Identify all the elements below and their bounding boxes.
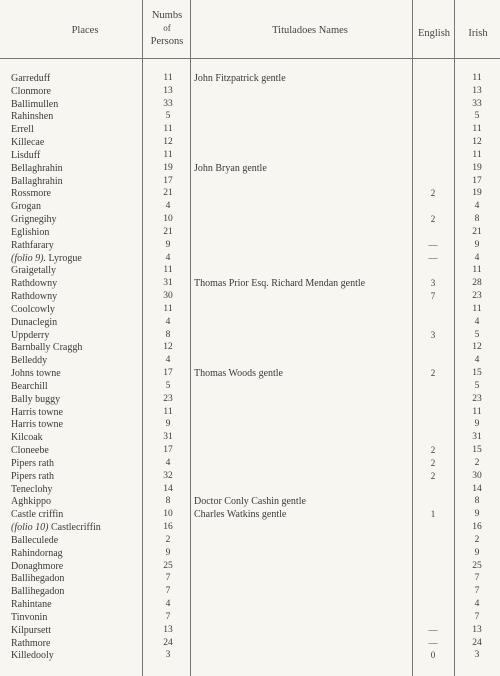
table-row <box>0 201 500 212</box>
place-name: Rahindornag <box>11 547 63 559</box>
table-row <box>0 176 500 187</box>
place-name: Rahinshen <box>11 111 54 123</box>
english-count: 3 <box>430 329 436 340</box>
irish-count: 8 <box>474 496 480 507</box>
irish-count: 9 <box>474 547 480 558</box>
english-count: 2 <box>430 457 436 468</box>
persons-count: 11 <box>163 149 173 160</box>
irish-count: 11 <box>472 149 482 160</box>
english-count: — <box>428 252 438 263</box>
english-count: 7 <box>430 291 436 302</box>
persons-count: 13 <box>163 85 173 96</box>
table-row <box>0 612 500 623</box>
english-count: 2 <box>430 368 436 379</box>
persons-count: 4 <box>165 252 171 263</box>
table-row <box>0 496 500 507</box>
persons-count: 8 <box>165 329 171 340</box>
persons-count: 5 <box>165 380 171 391</box>
place-name: Uppderry <box>11 329 50 341</box>
irish-count: 16 <box>472 522 482 533</box>
table-row <box>0 407 500 418</box>
place-name <box>11 522 141 533</box>
irish-count: 4 <box>474 316 480 327</box>
table-row <box>0 599 500 610</box>
persons-count: 17 <box>163 368 173 379</box>
irish-count: 19 <box>472 162 482 173</box>
irish-count: 12 <box>472 342 482 353</box>
table-row <box>0 86 500 97</box>
persons-count: 9 <box>165 239 171 250</box>
persons-count: 11 <box>163 265 173 276</box>
irish-count: 11 <box>472 303 482 314</box>
irish-count: 14 <box>472 483 482 494</box>
place-name: Ballaghrahin <box>11 175 63 187</box>
place-name: Killedooly <box>11 650 54 662</box>
place-name: Grogan <box>11 201 41 213</box>
irish-count: 23 <box>472 393 482 404</box>
place-name-text: Castlecriffin <box>48 522 101 534</box>
irish-count: 11 <box>472 265 482 276</box>
place-name: Coolcowly <box>11 303 55 315</box>
irish-count: 11 <box>472 406 482 417</box>
place-name: Aghkippo <box>11 496 51 508</box>
place-name: Pipers rath <box>11 457 55 469</box>
irish-count: 2 <box>474 534 480 545</box>
place-name: Kilpursett <box>11 624 51 636</box>
irish-count: 11 <box>472 73 482 83</box>
english-count: 2 <box>430 188 436 199</box>
persons-count: 12 <box>163 137 173 148</box>
persons-count: 11 <box>163 73 173 83</box>
irish-count: 4 <box>474 252 480 263</box>
place-name: Tinvonin <box>11 611 48 623</box>
table-row <box>0 150 500 161</box>
header-persons <box>144 9 190 48</box>
place-name: Belleddy <box>11 355 48 367</box>
table-row <box>0 73 500 84</box>
table-row <box>0 163 500 174</box>
table-row <box>0 548 500 559</box>
persons-count: 25 <box>163 560 173 571</box>
persons-count: 11 <box>163 406 173 417</box>
titulado-name: John Bryan gentle <box>194 162 267 174</box>
table-row <box>0 445 500 456</box>
irish-count: 4 <box>474 599 480 610</box>
persons-count: 14 <box>163 483 173 494</box>
place-name: Rathdowny <box>11 278 58 290</box>
persons-count: 4 <box>165 599 171 610</box>
persons-count: 30 <box>163 291 173 302</box>
place-name: Teneclohy <box>11 483 53 495</box>
irish-count: 12 <box>472 137 482 148</box>
persons-count: 17 <box>163 175 173 186</box>
english-count: 2 <box>430 445 436 456</box>
table-row <box>0 317 500 328</box>
place-name: Killecae <box>11 137 45 149</box>
header-names: Tituladoes Names <box>272 25 348 36</box>
persons-count: 4 <box>165 457 171 468</box>
persons-count: 4 <box>165 201 171 212</box>
place-name: Eglishion <box>11 226 50 238</box>
place-name: Harris towne <box>11 419 63 431</box>
english-count: 3 <box>430 278 436 289</box>
persons-count: 10 <box>163 509 173 520</box>
place-name: Johns towne <box>11 368 61 380</box>
persons-count: 9 <box>165 419 171 430</box>
table-row <box>0 291 500 302</box>
irish-count: 13 <box>472 85 482 96</box>
table-row <box>0 650 500 661</box>
titulado-name: Thomas Prior Esq. Richard Mendan gentle <box>194 278 366 290</box>
place-name: Pipers rath <box>11 470 55 482</box>
place-name: Lisduff <box>11 149 41 161</box>
place-name: Donaghmore <box>11 560 64 572</box>
irish-count: 5 <box>474 111 480 122</box>
table-row <box>0 342 500 353</box>
place-name: Clonmore <box>11 85 51 97</box>
irish-count: 30 <box>472 470 482 481</box>
table-row <box>0 124 500 135</box>
place-name: Rossmore <box>11 188 51 200</box>
titulado-name: John Fitzpatrick gentle <box>194 73 286 84</box>
table-row <box>0 522 500 533</box>
table-row <box>0 188 500 199</box>
place-name: Garreduff <box>11 73 51 84</box>
table-row <box>0 394 500 405</box>
persons-count: 19 <box>163 162 173 173</box>
irish-count: 15 <box>472 445 482 456</box>
place-name: Graigetally <box>11 265 56 277</box>
persons-count: 16 <box>163 522 173 533</box>
header-persons-line1: Numbs <box>151 10 183 21</box>
table-row <box>0 432 500 443</box>
place-name: Kilcoak <box>11 432 43 444</box>
persons-count: 12 <box>163 342 173 353</box>
table-row <box>0 419 500 430</box>
table-row <box>0 137 500 148</box>
place-name: Errell <box>11 124 34 136</box>
place-name: Rathdowny <box>11 291 58 303</box>
persons-count: 21 <box>163 188 173 199</box>
irish-count: 7 <box>474 586 480 597</box>
persons-count: 9 <box>165 547 171 558</box>
persons-count: 7 <box>165 611 171 622</box>
irish-count: 23 <box>472 291 482 302</box>
irish-count: 4 <box>474 201 480 212</box>
table-row <box>0 240 500 251</box>
irish-count: 8 <box>474 214 480 225</box>
table-row <box>0 355 500 366</box>
irish-count: 21 <box>472 226 482 237</box>
header-english: English <box>417 28 451 39</box>
english-count: — <box>428 624 438 635</box>
table-row <box>0 99 500 110</box>
english-count: 2 <box>430 470 436 481</box>
table-row <box>0 330 500 341</box>
irish-count: 33 <box>472 98 482 109</box>
persons-count: 8 <box>165 496 171 507</box>
table-row <box>0 573 500 584</box>
persons-count: 7 <box>165 586 171 597</box>
header-rule <box>0 58 500 59</box>
english-count: — <box>428 239 438 250</box>
table-row <box>0 625 500 636</box>
persons-count: 24 <box>163 637 173 648</box>
table-row <box>0 227 500 238</box>
persons-count: 7 <box>165 573 171 584</box>
table-row <box>0 484 500 495</box>
table-row <box>0 561 500 572</box>
irish-count: 15 <box>472 368 482 379</box>
irish-count: 3 <box>474 650 480 661</box>
english-count: — <box>428 637 438 648</box>
table-row <box>0 368 500 379</box>
english-count: 2 <box>430 214 436 225</box>
persons-count: 32 <box>163 470 173 481</box>
place-name: Bearchill <box>11 380 48 392</box>
irish-count: 9 <box>474 239 480 250</box>
place-name: Rathmore <box>11 637 51 649</box>
irish-count: 4 <box>474 355 480 366</box>
persons-count: 11 <box>163 303 173 314</box>
irish-count: 5 <box>474 329 480 340</box>
header-places: Places <box>71 25 99 36</box>
table-row <box>0 253 500 264</box>
place-name: Bally buggy <box>11 393 61 405</box>
place-name: Ballimullen <box>11 98 59 110</box>
persons-count: 11 <box>163 124 173 135</box>
place-name: Balleculede <box>11 534 59 546</box>
persons-count: 17 <box>163 445 173 456</box>
persons-count: 4 <box>165 316 171 327</box>
irish-count: 9 <box>474 419 480 430</box>
english-count: 0 <box>430 650 436 661</box>
table-row <box>0 304 500 315</box>
table-row <box>0 381 500 392</box>
table-row <box>0 535 500 546</box>
table-row <box>0 471 500 482</box>
irish-count: 9 <box>474 509 480 520</box>
table-row <box>0 214 500 225</box>
irish-count: 2 <box>474 457 480 468</box>
irish-count: 24 <box>472 637 482 648</box>
place-name: Ballihegadon <box>11 586 65 598</box>
titulado-name: Thomas Woods gentle <box>194 368 283 380</box>
irish-count: 31 <box>472 432 482 443</box>
persons-count: 13 <box>163 624 173 635</box>
persons-count: 4 <box>165 355 171 366</box>
place-name: Castle criffin <box>11 509 64 521</box>
irish-count: 19 <box>472 188 482 199</box>
place-name <box>11 253 141 264</box>
irish-count: 11 <box>472 124 482 135</box>
place-name: Bellaghrahin <box>11 162 63 174</box>
persons-count: 31 <box>163 278 173 289</box>
table-row <box>0 586 500 597</box>
table-row <box>0 509 500 520</box>
place-name: Cloneebe <box>11 445 49 457</box>
place-name: Harris towne <box>11 406 63 418</box>
place-name: Barnbally Craggh <box>11 342 83 354</box>
persons-count: 2 <box>165 534 171 545</box>
table-row <box>0 638 500 649</box>
english-count: 1 <box>430 509 436 520</box>
persons-count: 33 <box>163 98 173 109</box>
irish-count: 7 <box>474 573 480 584</box>
irish-count: 13 <box>472 624 482 635</box>
header-persons-line2: of <box>163 23 171 33</box>
place-name: Dunaclegin <box>11 316 58 328</box>
table-row <box>0 265 500 276</box>
persons-count: 31 <box>163 432 173 443</box>
irish-count: 25 <box>472 560 482 571</box>
persons-count: 23 <box>163 393 173 404</box>
table-row <box>0 111 500 122</box>
persons-count: 21 <box>163 226 173 237</box>
table-row <box>0 458 500 469</box>
irish-count: 28 <box>472 278 482 289</box>
irish-count: 17 <box>472 175 482 186</box>
irish-count: 5 <box>474 380 480 391</box>
titulado-name: Doctor Conly Cashin gentle <box>194 496 306 508</box>
table-row <box>0 278 500 289</box>
place-name: Grignegihy <box>11 214 57 226</box>
place-name: Ballihegadon <box>11 573 65 585</box>
persons-count: 5 <box>165 111 171 122</box>
header-persons-line3: Persons <box>150 36 184 47</box>
place-name: Rathfarary <box>11 239 54 251</box>
persons-count: 3 <box>165 650 171 661</box>
irish-count: 7 <box>474 611 480 622</box>
persons-count: 10 <box>163 214 173 225</box>
titulado-name: Charles Watkins gentle <box>194 509 287 521</box>
folio-marker: (folio 9). <box>11 252 46 264</box>
place-name: Rahintane <box>11 599 52 611</box>
header-irish: Irish <box>468 28 488 39</box>
place-name-text: Lyrogue <box>46 252 82 264</box>
folio-marker: (folio 10) <box>11 522 49 534</box>
